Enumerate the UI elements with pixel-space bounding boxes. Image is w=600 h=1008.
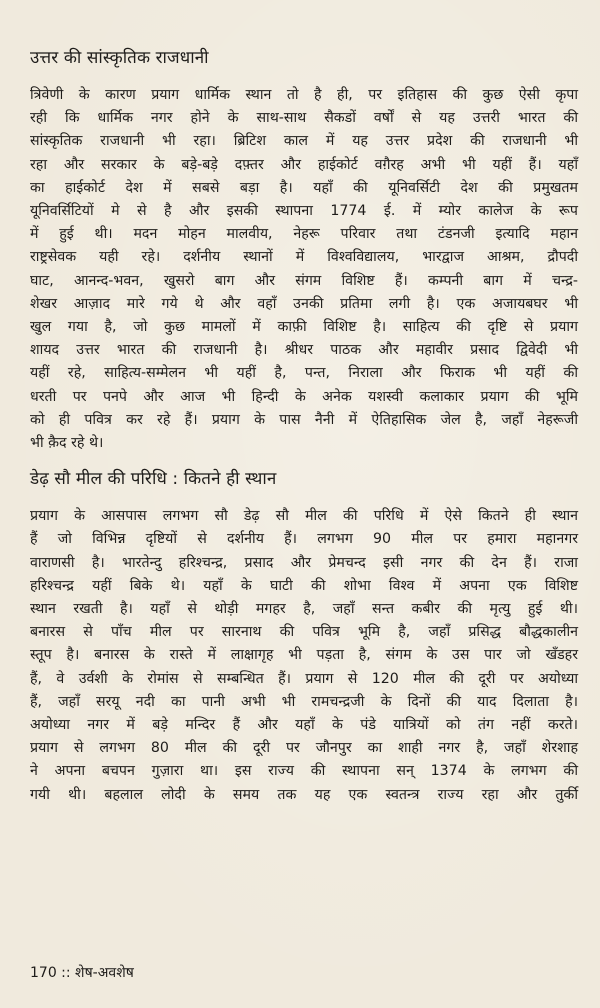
text-line: हैं जो विभिन्न दृष्टियों से दर्शनीय हैं। लगभग 90 मील पर हमारा महानगर	[30, 531, 578, 548]
text-line: प्रयाग से लगभग 80 मील की दूरी पर जौनपुर का शाही नगर है, जहाँ शेरशाह	[30, 740, 578, 757]
text-line: रही कि धार्मिक नगर होने के साथ-साथ सैकडों वर्षों से यह उत्तरी भारत की	[30, 110, 578, 127]
text-line: अयोध्या नगर में बड़े मन्दिर हैं और यहाँ के पंडे यात्रियों को तंग नहीं करते।	[30, 717, 578, 734]
text-line: भी क़ैद रहे थे।	[30, 435, 104, 452]
text-line: घाट, आनन्द-भवन, खुसरो बाग और संगम विशिष्ट हैं। कम्पनी बाग में चन्द्र-	[30, 272, 578, 289]
text-line: हैं, जहाँ सरयू नदी का पानी अभी भी रामचन्द्रजी के दिनों की याद दिलाता है।	[30, 693, 578, 710]
text-line: स्थान रखती है। यहाँ से थोड़ी मगहर है, जहाँ सन्त कबीर की मृत्यु हुई थी।	[30, 601, 578, 618]
text-line: धरती पर पनपे और आज भी हिन्दी के अनेक यशस्वी कलाकार प्रयाग की भूमि	[30, 388, 578, 405]
paragraph-150-mile-radius	[30, 505, 578, 807]
text-line: राष्ट्रसेवक यही रहे। दर्शनीय स्थानों में विश्वविद्यालय, भारद्वाज आश्रम, द्रौपदी	[30, 249, 578, 266]
text-line: गयी थी। बहलाल लोदी के समय तक यह एक स्वतन्त्र राज्य रहा और तुर्की	[30, 786, 578, 803]
text-line: वाराणसी है। भारतेन्दु हरिश्चन्द्र, प्रसाद और प्रेमचन्द इसी नगर की देन हैं। राजा	[30, 554, 578, 571]
text-line: का हाईकोर्ट देश में सबसे बड़ा है। यहाँ की यूनिवर्सिटी देश की प्रमुखतम	[30, 179, 578, 196]
text-line: प्रयाग के आसपास लगभग सौ डेढ़ सौ मील की परिधि में ऐसे कितने ही स्थान	[30, 508, 578, 525]
text-line: शेखर आज़ाद मारे गये थे और वहाँ उनकी प्रतिमा लगी है। एक अजायबघर भी	[30, 295, 578, 312]
text-line: को ही पवित्र कर रहे हैं। प्रयाग के पास नैनी में ऐतिहासिक जेल है, जहाँ नेहरूजी	[30, 411, 578, 428]
section-heading-150-mile-radius: डेढ़ सौ मील की परिधि : कितने ही स्थान	[30, 469, 277, 490]
text-line: रहा और सरकार के बड़े-बड़े दफ़्तर और हाईकोर्ट वग़ैरह अभी भी यहीं हैं। यहाँ	[30, 156, 578, 173]
paragraph-cultural-capital	[30, 84, 578, 455]
text-line: त्रिवेणी के कारण प्रयाग धार्मिक स्थान तो है ही, पर इतिहास की कुछ ऐसी कृपा	[30, 87, 578, 103]
text-line: स्तूप है। बनारस के रास्ते में लाक्षागृह भी पड़ता है, संगम के उस पार जो खँडहर	[30, 647, 578, 664]
text-line: ने अपना बचपन गुज़ारा था। इस राज्य की स्थापना सन् 1374 के लगभग की	[30, 763, 578, 780]
section-heading-cultural-capital: उत्तर की सांस्कृतिक राजधानी	[30, 48, 209, 68]
text-line: खुल गया है, जो कुछ मामलों में काफ़ी विशिष्ट है। साहित्य की दृष्टि से प्रयाग	[30, 319, 578, 336]
text-line: बनारस से पाँच मील पर सारनाथ की पवित्र भूमि है, जहाँ प्रसिद्ध बौद्धकालीन	[30, 624, 578, 641]
page-footer: 170 :: शेष-अवशेष	[30, 965, 134, 981]
text-line: यहीं रहे, साहित्य-सम्मेलन भी यहीं है, पन्त, निराला और फिराक भी यहीं की	[30, 365, 578, 382]
text-line: हैं, वे उर्वशी के रोमांस से सम्बन्धित हैं। प्रयाग से 120 मील की दूरी पर अयोध्या	[30, 670, 578, 687]
text-line: शायद उत्तर भारत की राजधानी है। श्रीधर पाठक और महावीर प्रसाद द्विवेदी भी	[30, 342, 578, 359]
text-line: हरिश्चन्द्र यहीं बिके थे। यहाँ के घाटी की शोभा विश्व में अपना एक विशिष्ट	[30, 577, 578, 594]
text-line: में हुई थी। मदन मोहन मालवीय, नेहरू परिवार तथा टंडनजी इत्यादि महान	[30, 226, 578, 243]
text-line: यूनिवर्सिटियों मे से है और इसकी स्थापना 1774 ई. में म्योर कालेज के रूप	[30, 203, 578, 220]
text-line: सांस्कृतिक राजधानी भी रहा। ब्रिटिश काल में यह उत्तर प्रदेश की राजधानी भी	[30, 133, 578, 150]
